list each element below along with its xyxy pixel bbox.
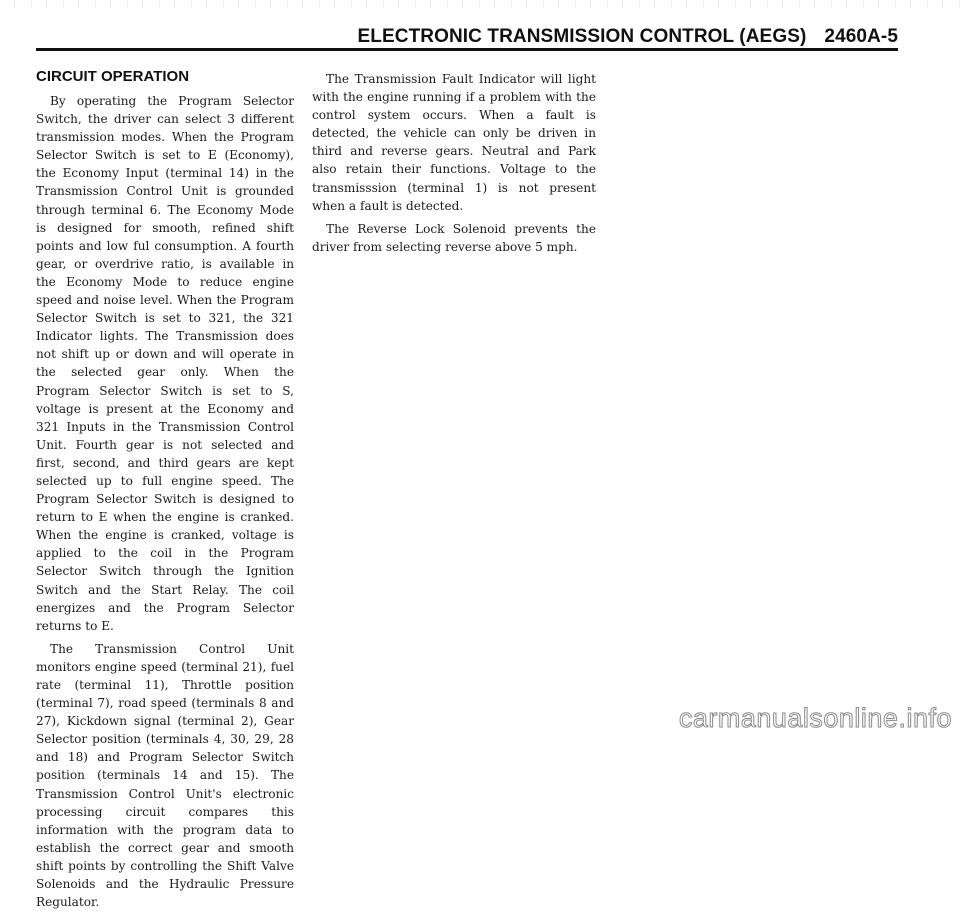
scan-artifact-strip bbox=[0, 0, 960, 8]
right-column bbox=[312, 68, 596, 261]
paragraph-control-unit-monitoring: The Transmission Control Unit monitors engine speed (terminal 21), fuel rate (terminal 11), Throttle position (terminal 7), road speed (terminals 8 and 27), Kickdown signal (terminal 2), Gear Selector position (terminals 4, 30, 29, 28 and 18) and Program Selector Switch position (terminals 14 and 15). The Transmission Control Unit's electronic processing circuit compares this information with the program data to establish the correct gear and smooth shift points by controlling the Shift Valve Solenoids and the Hydraulic Pressure Regulator. bbox=[36, 641, 294, 910]
site-watermark: carmanualsonline.info bbox=[678, 703, 952, 733]
paragraph-program-selector: By operating the Program Selector Switch, the driver can select 3 different transmission modes. When the Program Selector Switch is set to E (Economy), the Economy Input (terminal 14) in the Transmission Control Unit is grounded through terminal 6. The Economy Mode is designed for smooth, refined shift points and low ful consumption. A fourth gear, or overdrive ratio, is available in the Economy Mode to reduce engine speed and noise level. When the Program Selector Switch is set to 321, the 321 Indicator lights. The Transmission does not shift up or down and will operate in the selected gear only. When the Program Selector Switch is set to S, voltage is present at the Economy and 321 Inputs in the Transmission Control Unit. Fourth gear is not selected and first, second, and third gears are kept selected up to full engine speed. The Program Selector Switch is designed to return to E when the engine is cranked. When the engine is cranked, voltage is applied to the coil in the Program Selector Switch through the Ignition Switch and the Start Relay. The coil energizes and the Program Selector returns to E. bbox=[36, 94, 294, 633]
left-column bbox=[36, 68, 294, 916]
page-number: 2460A-5 bbox=[824, 26, 898, 47]
paragraph-fault-indicator: The Transmission Fault Indicator will light with the engine running if a problem with the control system occurs. When a fault is detected, the vehicle can only be driven in third and reverse gears. Neutral and Park also retain their functions. Voltage to the transmisssion (terminal 1) is not present when a fault is detected. bbox=[312, 72, 596, 213]
header-rule bbox=[36, 48, 898, 51]
header-title: ELECTRONIC TRANSMISSION CONTROL (AEGS) bbox=[357, 26, 807, 47]
running-head bbox=[358, 26, 899, 48]
paragraph-reverse-lock: The Reverse Lock Solenoid prevents the driver from selecting reverse above 5 mph. bbox=[312, 221, 596, 254]
section-title: CIRCUIT OPERATION bbox=[36, 68, 190, 85]
